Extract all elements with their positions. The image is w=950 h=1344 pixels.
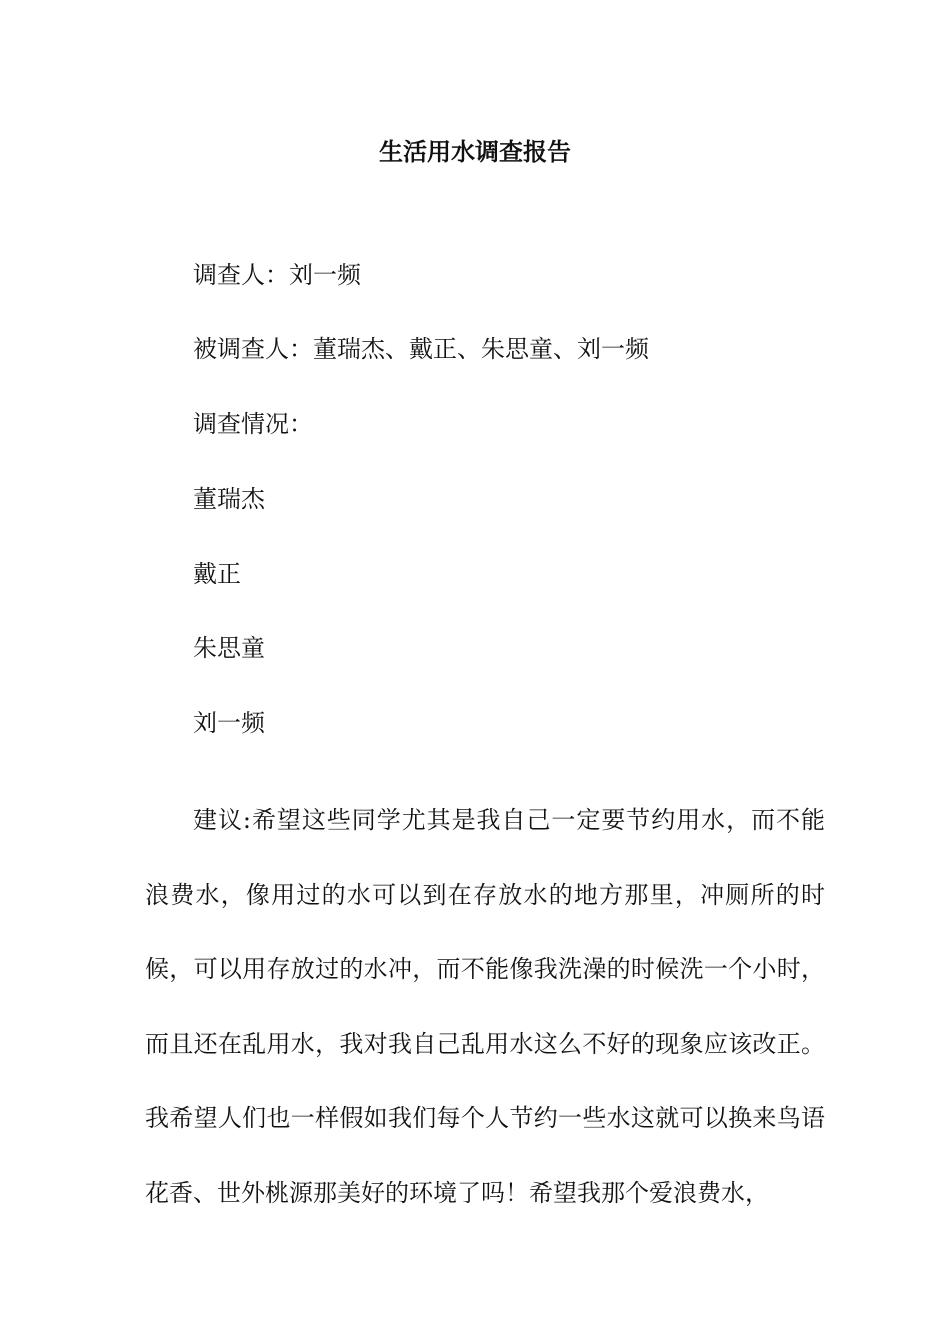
person-entry: 朱思童: [193, 634, 265, 662]
person-entry: 董瑞杰: [193, 485, 265, 513]
document-title: 生活用水调查报告: [379, 137, 571, 166]
respondents-line: 被调查人：董瑞杰、戴正、朱思童、刘一频: [193, 335, 649, 363]
suggestion-paragraph: 建议:希望这些同学尤其是我自己一定要节约用水，而不能浪费水，像用过的水可以到在存放水的地方那里，冲厕所的时候，可以用存放过的水冲，而不能像我洗澡的时候洗一个小时，而且还在乱用水，我对我自己乱用水这么不好的现象应该改正。我希望人们也一样假如我们每个人节约一些水这就可以换来鸟语花香、世外桃源那美好的环境了吗！希望我那个爱浪费水，: [145, 806, 825, 1207]
situation-heading: 调查情况：: [193, 410, 313, 438]
investigator-line: 调查人：刘一频: [193, 261, 361, 289]
person-entry: 戴正: [193, 560, 241, 588]
person-entry: 刘一频: [193, 709, 265, 737]
